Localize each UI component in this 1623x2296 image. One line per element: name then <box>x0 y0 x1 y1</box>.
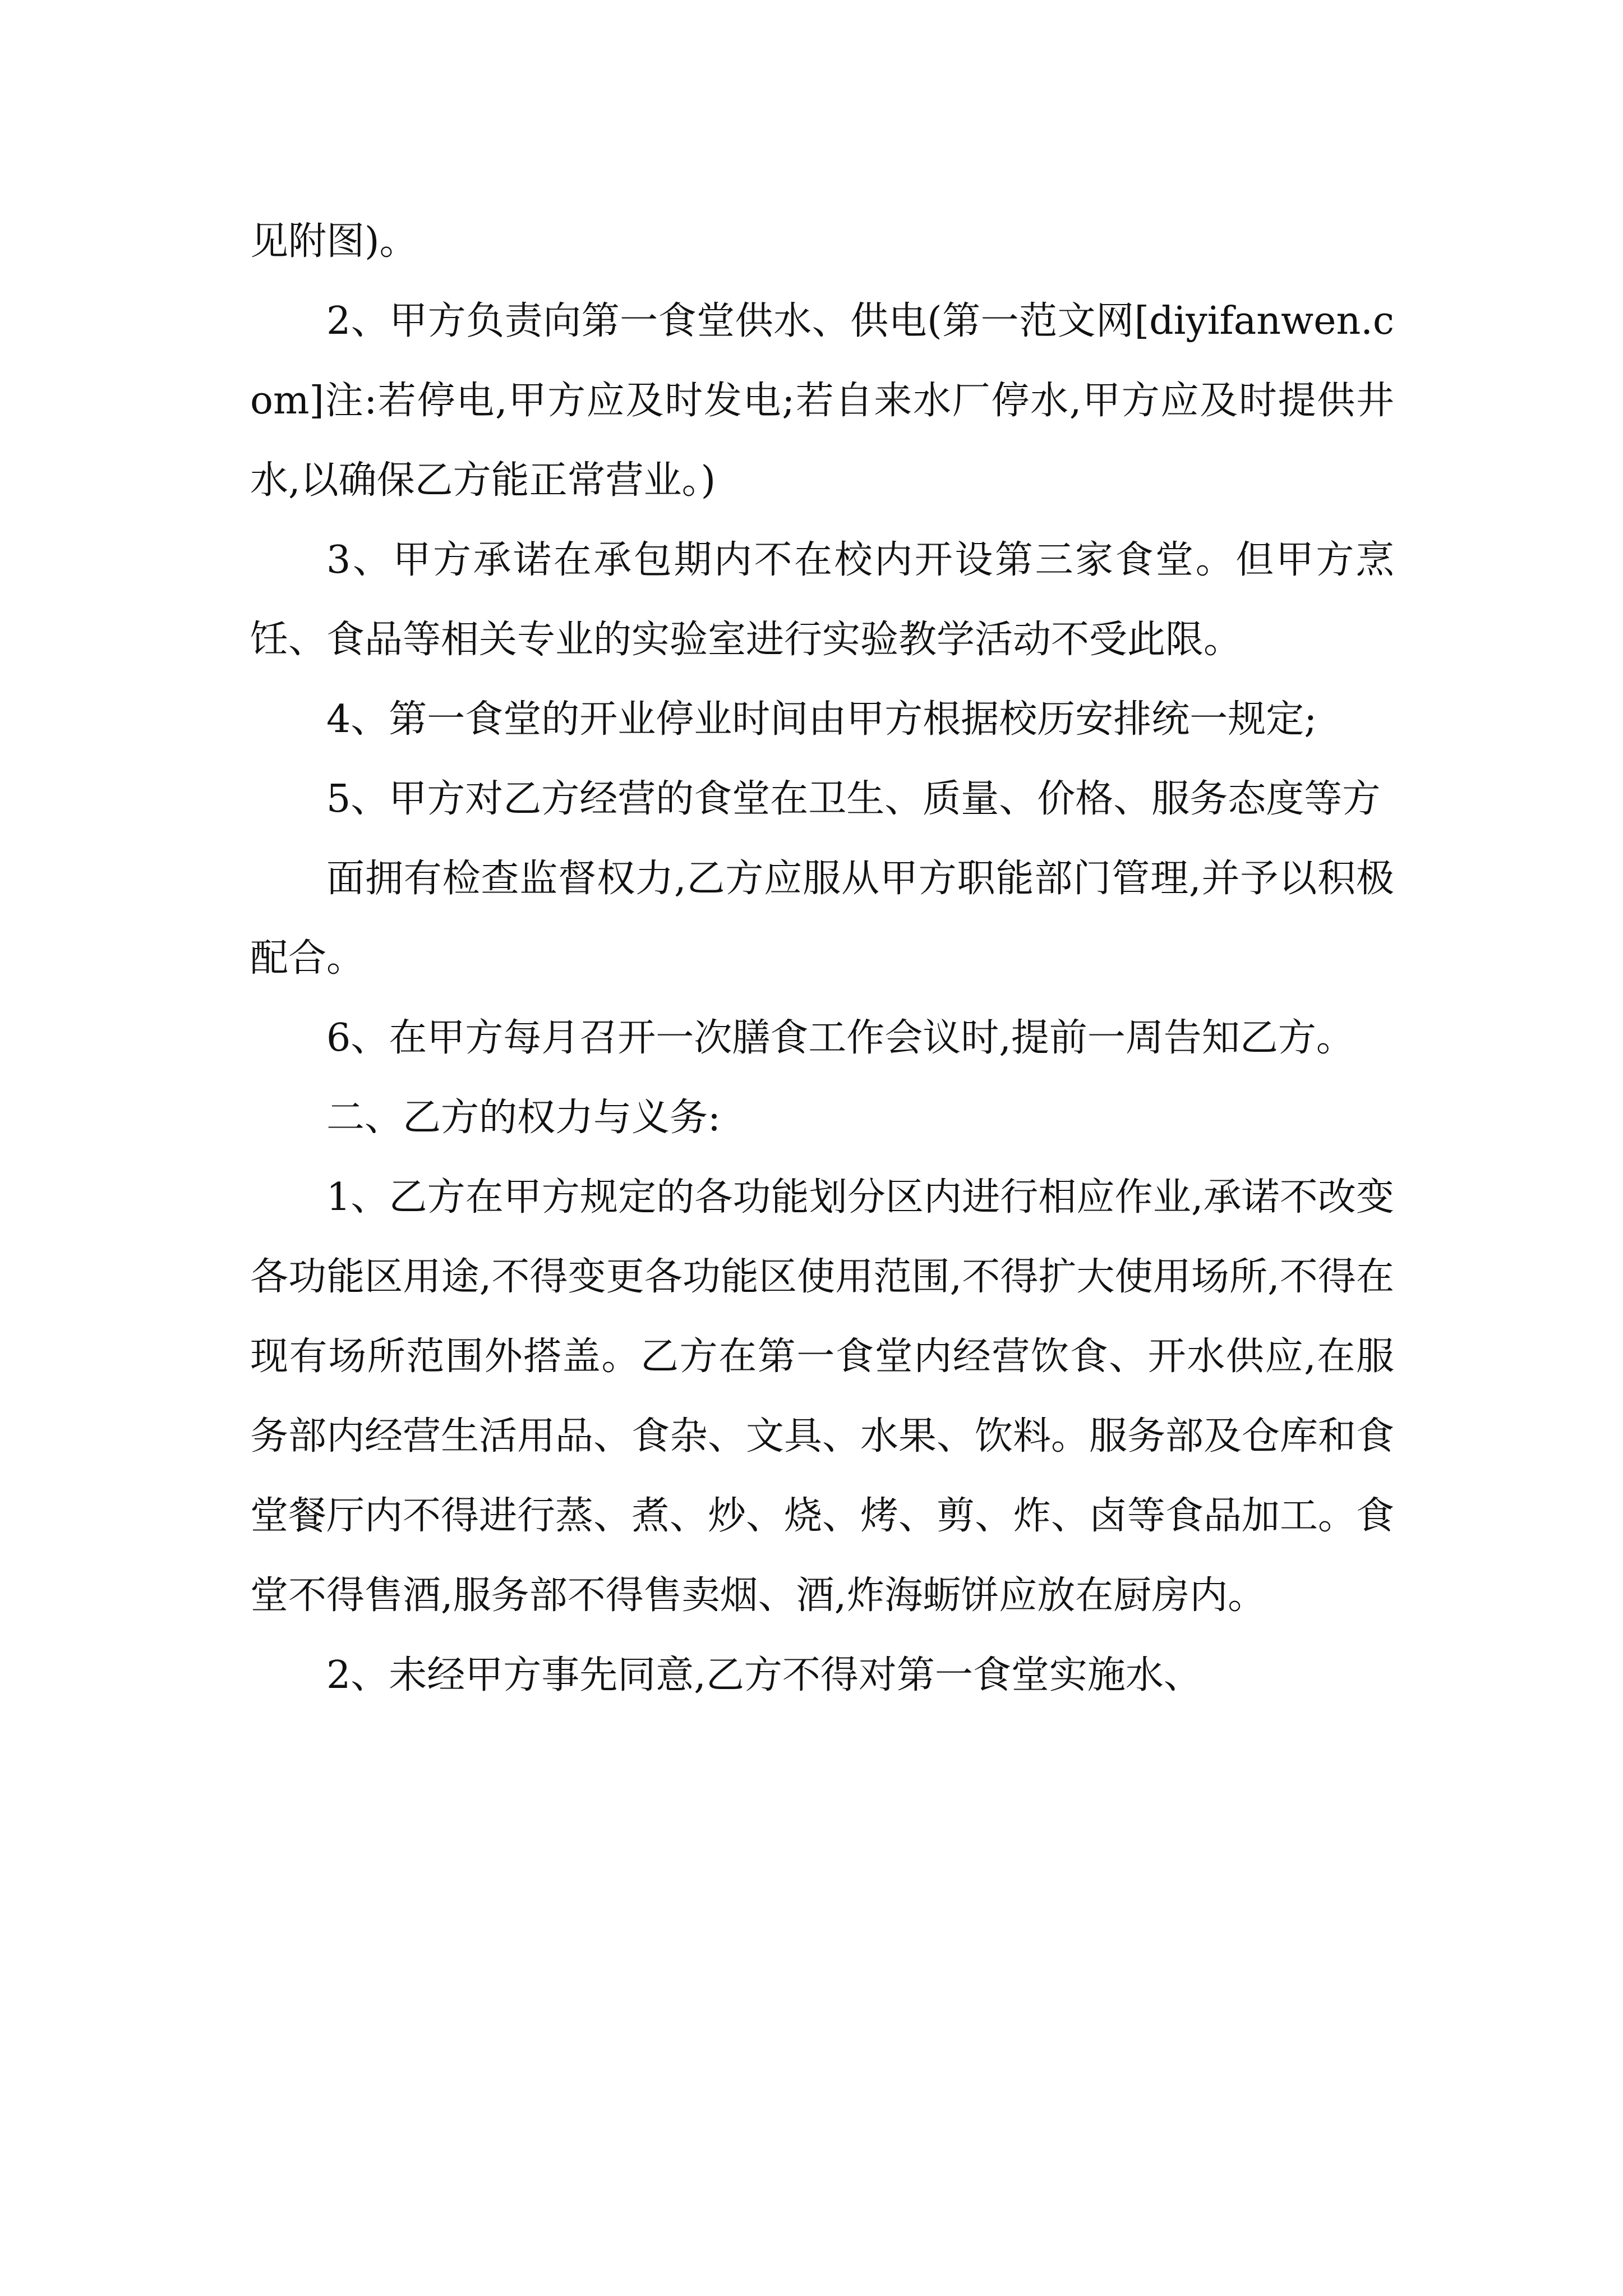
paragraph-clause-6-meeting: 6、在甲方每月召开一次膳食工作会议时,提前一周告知乙方。 <box>326 1016 1354 1060</box>
paragraph-clause-5-continued: 面拥有检查监督权力,乙方应服从甲方职能部门管理,并予以积极配合。 <box>250 857 1394 981</box>
paragraph-clause-3-no-third-canteen: 3、甲方承诺在承包期内不在校内开设第三家食堂。但甲方烹饪、食品等相关专业的实验室进行实验教学活动不受此限。 <box>250 538 1394 662</box>
paragraph-clause-2-water-power: 2、甲方负责向第一食堂供水、供电(第一范文网[diyifanwen.com]注:若停电,甲方应及时发电;若自来水厂停水,甲方应及时提供井水,以确保乙方能正常营业。) <box>250 299 1394 503</box>
paragraph-clause-4-opening-hours: 4、第一食堂的开业停业时间由甲方根据校历安排统一规定; <box>326 697 1317 742</box>
paragraph-continuation: 见附图)。 <box>250 219 418 264</box>
paragraph-clause-5-supervision: 5、甲方对乙方经营的食堂在卫生、质量、价格、服务态度等方 <box>326 777 1381 821</box>
paragraph-party-b-clause-1: 1、乙方在甲方规定的各功能划分区内进行相应作业,承诺不改变各功能区用途,不得变更各功能区使用范围,不得扩大使用场所,不得在现有场所范围外搭盖。乙方在第一食堂内经营饮食、开水供应,在服务部内经营生活用品、食杂、文具、水果、饮料。服务部及仓库和食堂餐厅内不得进行蒸、煮、炒、烧、烤、剪、炸、卤等食品加工。食堂不得售酒,服务部不得售卖烟、酒,炸海蛎饼应放在厨房内。 <box>250 1175 1395 1618</box>
document-body <box>250 202 1394 1715</box>
section-heading-party-b-rights: 二、乙方的权力与义务: <box>326 1096 721 1140</box>
paragraph-party-b-clause-2: 2、未经甲方事先同意,乙方不得对第一食堂实施水、 <box>326 1653 1202 1697</box>
